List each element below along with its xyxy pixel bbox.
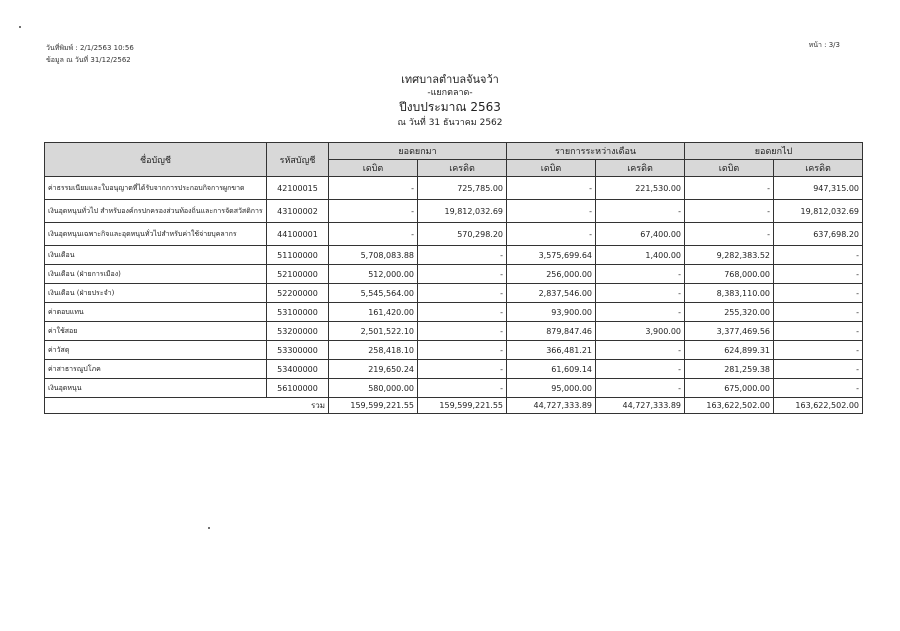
account-code: 53200000 xyxy=(267,322,329,341)
account-name: เงินเดือน (ฝ่ายประจำ) xyxy=(45,284,267,303)
cf-debit: 624,899.31 xyxy=(685,341,774,360)
bf-credit: - xyxy=(418,284,507,303)
table-row xyxy=(45,379,863,398)
scan-speck xyxy=(19,26,21,28)
month-debit: 366,481.21 xyxy=(507,341,596,360)
cf-credit: - xyxy=(774,303,863,322)
cf-credit: - xyxy=(774,379,863,398)
bf-debit: - xyxy=(329,223,418,246)
account-code: 52200000 xyxy=(267,284,329,303)
header-credit: เครดิต xyxy=(418,160,507,177)
table-row xyxy=(45,303,863,322)
cf-debit: 255,320.00 xyxy=(685,303,774,322)
account-name: เงินเดือน xyxy=(45,246,267,265)
total-month-debit: 44,727,333.89 xyxy=(507,398,596,414)
bf-debit: 219,650.24 xyxy=(329,360,418,379)
account-code: 53400000 xyxy=(267,360,329,379)
org-title: เทศบาลตำบลจันจว้า xyxy=(401,73,499,86)
account-name: ค่าธรรมเนียมและใบอนุญาตที่ได้รับจากการประกอบกิจการผูกขาด xyxy=(45,177,267,200)
header-brought-forward: ยอดยกมา xyxy=(329,143,507,160)
month-debit: 95,000.00 xyxy=(507,379,596,398)
bf-credit: 570,298.20 xyxy=(418,223,507,246)
account-code: 53300000 xyxy=(267,341,329,360)
month-credit: - xyxy=(596,265,685,284)
total-cf-debit: 163,622,502.00 xyxy=(685,398,774,414)
bf-debit: 512,000.00 xyxy=(329,265,418,284)
page-number: หน้า : 3/3 xyxy=(808,41,840,49)
cf-debit: 8,383,110.00 xyxy=(685,284,774,303)
account-name: เงินเดือน (ฝ่ายการเมือง) xyxy=(45,265,267,284)
as-of-date: ณ วันที่ 31 ธันวาคม 2562 xyxy=(397,118,503,128)
total-row xyxy=(45,398,863,414)
cf-debit: 768,000.00 xyxy=(685,265,774,284)
scan-speck xyxy=(208,527,210,529)
table-row xyxy=(45,265,863,284)
bf-debit: 2,501,522.10 xyxy=(329,322,418,341)
cf-debit: - xyxy=(685,177,774,200)
header-account-name: ชื่อบัญชี xyxy=(45,143,267,177)
print-metadata xyxy=(46,42,134,66)
bf-credit: - xyxy=(418,303,507,322)
table-row xyxy=(45,200,863,223)
total-bf-debit: 159,599,221.55 xyxy=(329,398,418,414)
account-name: ค่าใช้สอย xyxy=(45,322,267,341)
header-credit: เครดิต xyxy=(774,160,863,177)
total-label: รวม xyxy=(45,398,329,414)
cf-credit: - xyxy=(774,265,863,284)
bf-debit: 580,000.00 xyxy=(329,379,418,398)
header-row-1 xyxy=(45,143,863,160)
bf-debit: - xyxy=(329,200,418,223)
bf-debit: 5,545,564.00 xyxy=(329,284,418,303)
account-name: ค่าวัสดุ xyxy=(45,341,267,360)
cf-debit: 3,377,469.56 xyxy=(685,322,774,341)
print-date: วันที่พิมพ์ : 2/1/2563 10:56 xyxy=(46,44,134,52)
account-code: 42100015 xyxy=(267,177,329,200)
cf-debit: 9,282,383.52 xyxy=(685,246,774,265)
trial-balance-table xyxy=(44,142,863,414)
month-debit: 3,575,699.64 xyxy=(507,246,596,265)
bf-credit: - xyxy=(418,341,507,360)
header-credit: เครดิต xyxy=(596,160,685,177)
month-credit: 3,900.00 xyxy=(596,322,685,341)
bf-credit: - xyxy=(418,265,507,284)
month-credit: - xyxy=(596,303,685,322)
table-row xyxy=(45,177,863,200)
cf-credit: - xyxy=(774,360,863,379)
report-titles xyxy=(0,70,900,128)
bf-credit: - xyxy=(418,379,507,398)
month-debit: - xyxy=(507,223,596,246)
table-row xyxy=(45,322,863,341)
month-credit: - xyxy=(596,284,685,303)
month-credit: 221,530.00 xyxy=(596,177,685,200)
cf-credit: 637,698.20 xyxy=(774,223,863,246)
account-code: 56100000 xyxy=(267,379,329,398)
table-row xyxy=(45,360,863,379)
month-debit: - xyxy=(507,200,596,223)
account-name: ค่าสาธารณูปโภค xyxy=(45,360,267,379)
account-name: เงินอุดหนุนเฉพาะกิจและอุดหนุนทั่วไปสำหรับค่าใช้จ่ายบุคลากร xyxy=(45,223,267,246)
account-code: 43100002 xyxy=(267,200,329,223)
month-debit: 879,847.46 xyxy=(507,322,596,341)
table-row xyxy=(45,246,863,265)
month-debit: 256,000.00 xyxy=(507,265,596,284)
cf-credit: 19,812,032.69 xyxy=(774,200,863,223)
month-debit: 61,609.14 xyxy=(507,360,596,379)
header-debit: เดบิต xyxy=(685,160,774,177)
cf-debit: - xyxy=(685,200,774,223)
account-name: เงินอุดหนุนทั่วไป สำหรับองค์กรปกครองส่วนท้องถิ่นและการจัดสวัสดิการ xyxy=(45,200,267,223)
cf-debit: - xyxy=(685,223,774,246)
bf-debit: 161,420.00 xyxy=(329,303,418,322)
month-credit: - xyxy=(596,341,685,360)
bf-debit: 5,708,083.88 xyxy=(329,246,418,265)
cf-debit: 675,000.00 xyxy=(685,379,774,398)
cf-credit: - xyxy=(774,341,863,360)
header-debit: เดบิต xyxy=(329,160,418,177)
account-code: 52100000 xyxy=(267,265,329,284)
month-credit: 1,400.00 xyxy=(596,246,685,265)
account-code: 53100000 xyxy=(267,303,329,322)
cf-credit: - xyxy=(774,322,863,341)
table-row xyxy=(45,223,863,246)
bf-credit: - xyxy=(418,322,507,341)
header-debit: เดบิต xyxy=(507,160,596,177)
month-credit: - xyxy=(596,360,685,379)
account-name: เงินอุดหนุน xyxy=(45,379,267,398)
month-debit: 2,837,546.00 xyxy=(507,284,596,303)
month-credit: - xyxy=(596,200,685,223)
cf-credit: - xyxy=(774,284,863,303)
total-cf-credit: 163,622,502.00 xyxy=(774,398,863,414)
table-row xyxy=(45,284,863,303)
total-bf-credit: 159,599,221.55 xyxy=(418,398,507,414)
month-debit: - xyxy=(507,177,596,200)
cf-debit: 281,259.38 xyxy=(685,360,774,379)
bf-debit: - xyxy=(329,177,418,200)
month-debit: 93,900.00 xyxy=(507,303,596,322)
report-subtitle: -แยกตลาด- xyxy=(427,88,473,98)
fiscal-year: ปีงบประมาณ 2563 xyxy=(399,100,501,114)
account-code: 44100001 xyxy=(267,223,329,246)
bf-credit: 19,812,032.69 xyxy=(418,200,507,223)
account-name: ค่าตอบแทน xyxy=(45,303,267,322)
header-account-code: รหัสบัญชี xyxy=(267,143,329,177)
header-carried-forward: ยอดยกไป xyxy=(685,143,863,160)
data-date: ข้อมูล ณ วันที่ 31/12/2562 xyxy=(46,56,131,64)
account-code: 51100000 xyxy=(267,246,329,265)
month-credit: 67,400.00 xyxy=(596,223,685,246)
bf-credit: - xyxy=(418,360,507,379)
total-month-credit: 44,727,333.89 xyxy=(596,398,685,414)
month-credit: - xyxy=(596,379,685,398)
header-during-month: รายการระหว่างเดือน xyxy=(507,143,685,160)
table-row xyxy=(45,341,863,360)
cf-credit: 947,315.00 xyxy=(774,177,863,200)
bf-credit: 725,785.00 xyxy=(418,177,507,200)
bf-debit: 258,418.10 xyxy=(329,341,418,360)
bf-credit: - xyxy=(418,246,507,265)
cf-credit: - xyxy=(774,246,863,265)
